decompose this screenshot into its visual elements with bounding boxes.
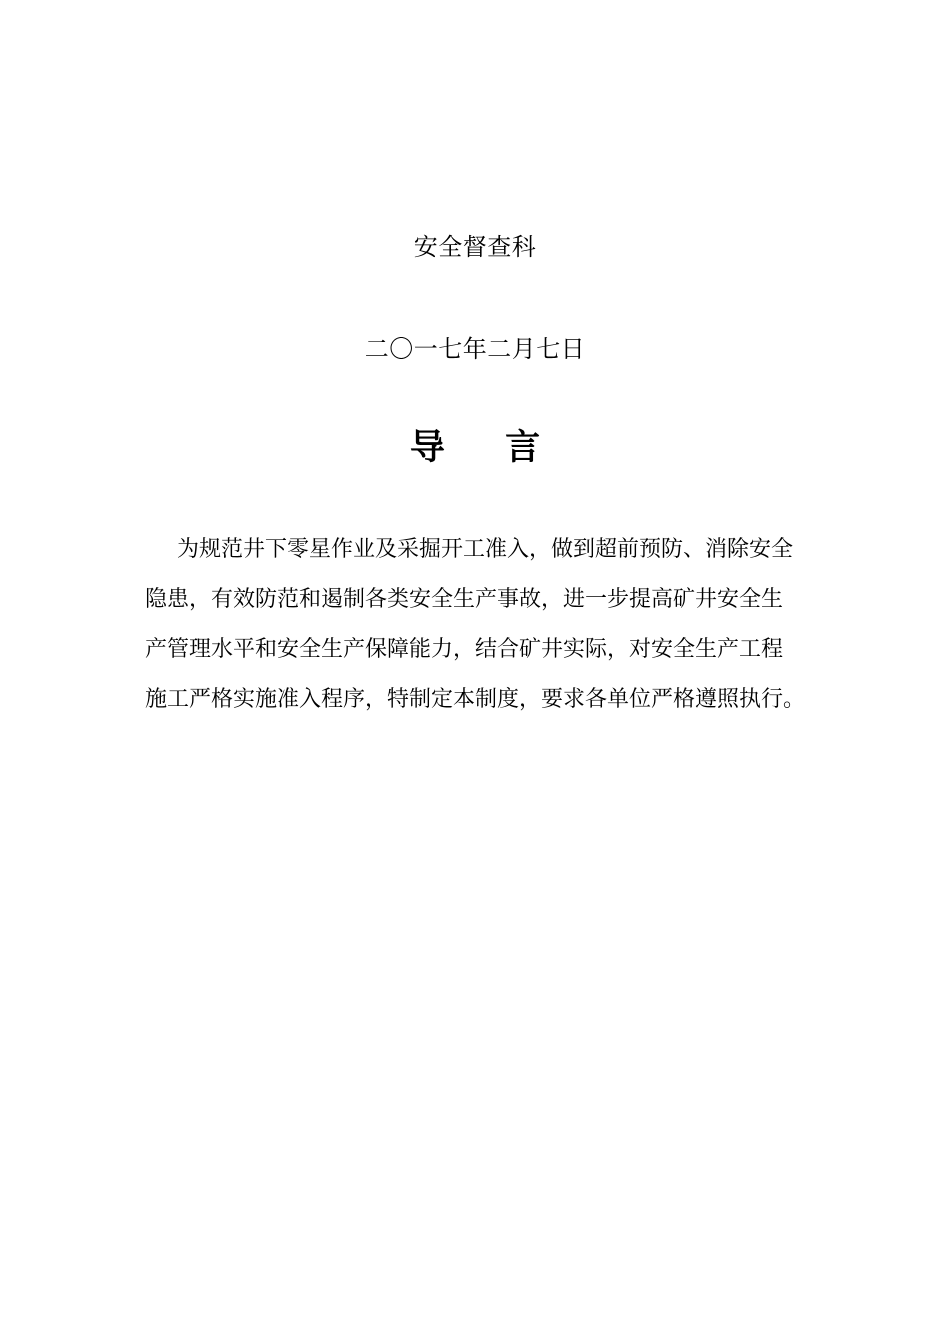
intro-line: 产管理水平和安全生产保障能力，结合矿井实际，对安全生产工程 [145,637,784,662]
department-name: 安全督查科 [413,233,537,261]
intro-line: 为规范井下零星作业及采掘开工准入，做到超前预防、消除安全 [177,537,794,562]
document-date: 二〇一七年二月七日 [364,335,586,363]
intro-line: 施工严格实施准入程序，特制定本制度，要求各单位严格遵照执行。 [145,687,806,712]
section-heading: 导 言 [409,428,565,468]
intro-line: 隐患，有效防范和遏制各类安全生产事故，进一步提高矿井安全生 [145,587,784,612]
intro-paragraph [145,525,809,725]
